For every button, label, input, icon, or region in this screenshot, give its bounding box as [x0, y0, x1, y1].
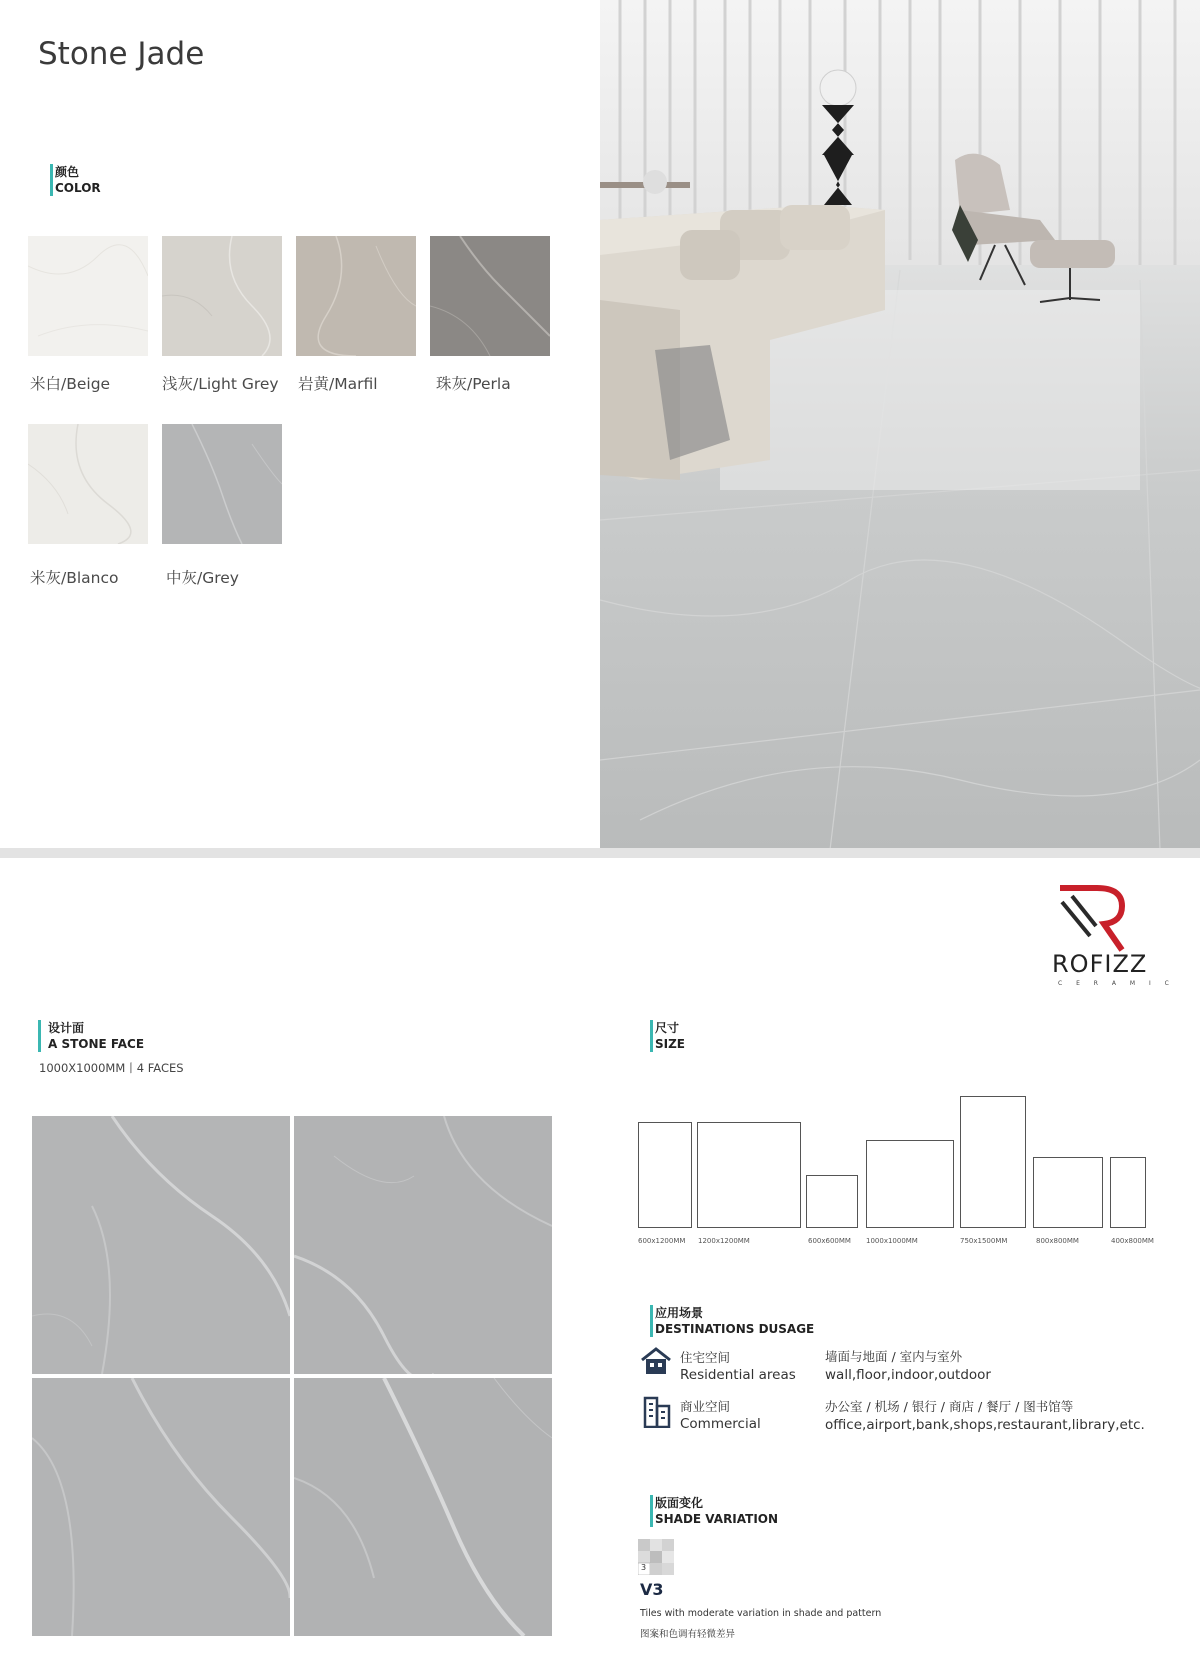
shade-code: V3 [640, 1580, 664, 1599]
usage-residential-en: Residential areas [680, 1367, 796, 1383]
swatch-perla[interactable] [430, 236, 550, 356]
swatch-blanco[interactable] [28, 424, 148, 544]
swatch-label-blanco: 米灰/Blanco [30, 569, 119, 587]
size-box-400x800 [1110, 1157, 1146, 1228]
page-title: Stone Jade [38, 36, 205, 72]
usage-heading [650, 1305, 814, 1337]
building-icon [642, 1394, 672, 1428]
size-box-600x600 [806, 1175, 858, 1228]
size-box-1200x1200 [697, 1122, 801, 1228]
swatch-perla-texture [430, 236, 550, 356]
swatch-marfil[interactable] [296, 236, 416, 356]
size-label-750x1500: 750x1500MM [960, 1237, 1008, 1245]
stone-face-spec: 1000X1000MM丨4 FACES [39, 1061, 184, 1075]
size-cn: 尺寸 [655, 1021, 680, 1035]
stone-face-4 [294, 1378, 552, 1636]
stone-face-3 [32, 1378, 290, 1636]
swatch-label-marfil: 岩黄/Marfil [298, 375, 378, 393]
usage-commercial-places-cn: 办公室 / 机场 / 银行 / 商店 / 餐厅 / 图书馆等 [825, 1399, 1074, 1414]
stone-face-1-texture [32, 1116, 290, 1374]
size-label-400x800: 400x800MM [1111, 1237, 1154, 1245]
size-label-1000x1000: 1000x1000MM [866, 1237, 918, 1245]
size-label-600x600: 600x600MM [808, 1237, 851, 1245]
swatch-label-light-grey: 浅灰/Light Grey [162, 375, 279, 393]
house-icon-graphic [640, 1347, 672, 1375]
usage-cn: 应用场景 [655, 1306, 704, 1320]
usage-residential-places-cn: 墙面与地面 / 室内与室外 [825, 1349, 963, 1364]
rofizz-logo-mark [1052, 878, 1142, 953]
usage-residential-cn: 住宅空间 [680, 1350, 731, 1365]
swatch-label-grey: 中灰/Grey [166, 569, 239, 587]
usage-residential-places-en: wall,floor,indoor,outdoor [825, 1367, 991, 1383]
swatch-beige[interactable] [28, 236, 148, 356]
size-box-600x1200 [638, 1122, 692, 1228]
brand-name: ROFIZZ [1052, 950, 1148, 978]
usage-commercial-places-en: office,airport,bank,shops,restaurant,library,etc. [825, 1417, 1145, 1433]
size-box-1000x1000 [866, 1140, 954, 1228]
room-interior-illustration [600, 0, 1200, 850]
room-interior-photo [600, 0, 1200, 850]
house-icon [640, 1347, 672, 1375]
rofizz-logo [1052, 878, 1142, 953]
swatch-beige-texture [28, 236, 148, 356]
swatch-light-grey[interactable] [162, 236, 282, 356]
stone-face-2-texture [294, 1116, 552, 1374]
stone-face-en: A STONE FACE [48, 1037, 145, 1051]
usage-en: DESTINATIONS DUSAGE [655, 1322, 815, 1336]
stone-face-2 [294, 1116, 552, 1374]
shade-icon-number: 3 [641, 1563, 647, 1572]
shade-cn: 版面变化 [655, 1496, 704, 1510]
swatch-grey-texture [162, 424, 282, 544]
size-box-750x1500 [960, 1096, 1026, 1228]
stone-face-cn: 设计面 [48, 1021, 85, 1035]
color-section-heading [50, 164, 101, 196]
size-label-800x800: 800x800MM [1036, 1237, 1079, 1245]
size-en: SIZE [655, 1037, 686, 1051]
swatch-marfil-texture [296, 236, 416, 356]
size-heading [650, 1020, 685, 1052]
swatch-grey[interactable] [162, 424, 282, 544]
shade-variation-icon [638, 1539, 674, 1575]
shade-en: SHADE VARIATION [655, 1512, 779, 1526]
stone-face-grid [32, 1116, 552, 1636]
stone-face-heading [38, 1020, 144, 1052]
color-section-en: COLOR [55, 181, 101, 195]
stone-face-4-texture [294, 1378, 552, 1636]
swatch-label-beige: 米白/Beige [30, 375, 111, 393]
swatch-label-perla: 珠灰/Perla [436, 375, 511, 393]
size-label-600x1200: 600x1200MM [638, 1237, 686, 1245]
size-box-800x800 [1033, 1157, 1103, 1228]
stone-face-1 [32, 1116, 290, 1374]
shade-heading [650, 1495, 778, 1527]
building-icon-graphic [642, 1394, 672, 1428]
color-section-cn: 颜色 [55, 165, 80, 179]
swatch-light-grey-texture [162, 236, 282, 356]
stone-face-3-texture [32, 1378, 290, 1636]
swatch-blanco-texture [28, 424, 148, 544]
usage-commercial-cn: 商业空间 [680, 1399, 731, 1414]
shade-desc-en: Tiles with moderate variation in shade and pattern [640, 1608, 882, 1619]
shade-desc-cn: 图案和色调有轻微差异 [640, 1629, 736, 1640]
page-divider [0, 848, 1200, 858]
brand-subtitle: C E R A M I C [1058, 980, 1175, 987]
usage-commercial-en: Commercial [680, 1416, 761, 1432]
size-label-1200x1200: 1200x1200MM [698, 1237, 750, 1245]
